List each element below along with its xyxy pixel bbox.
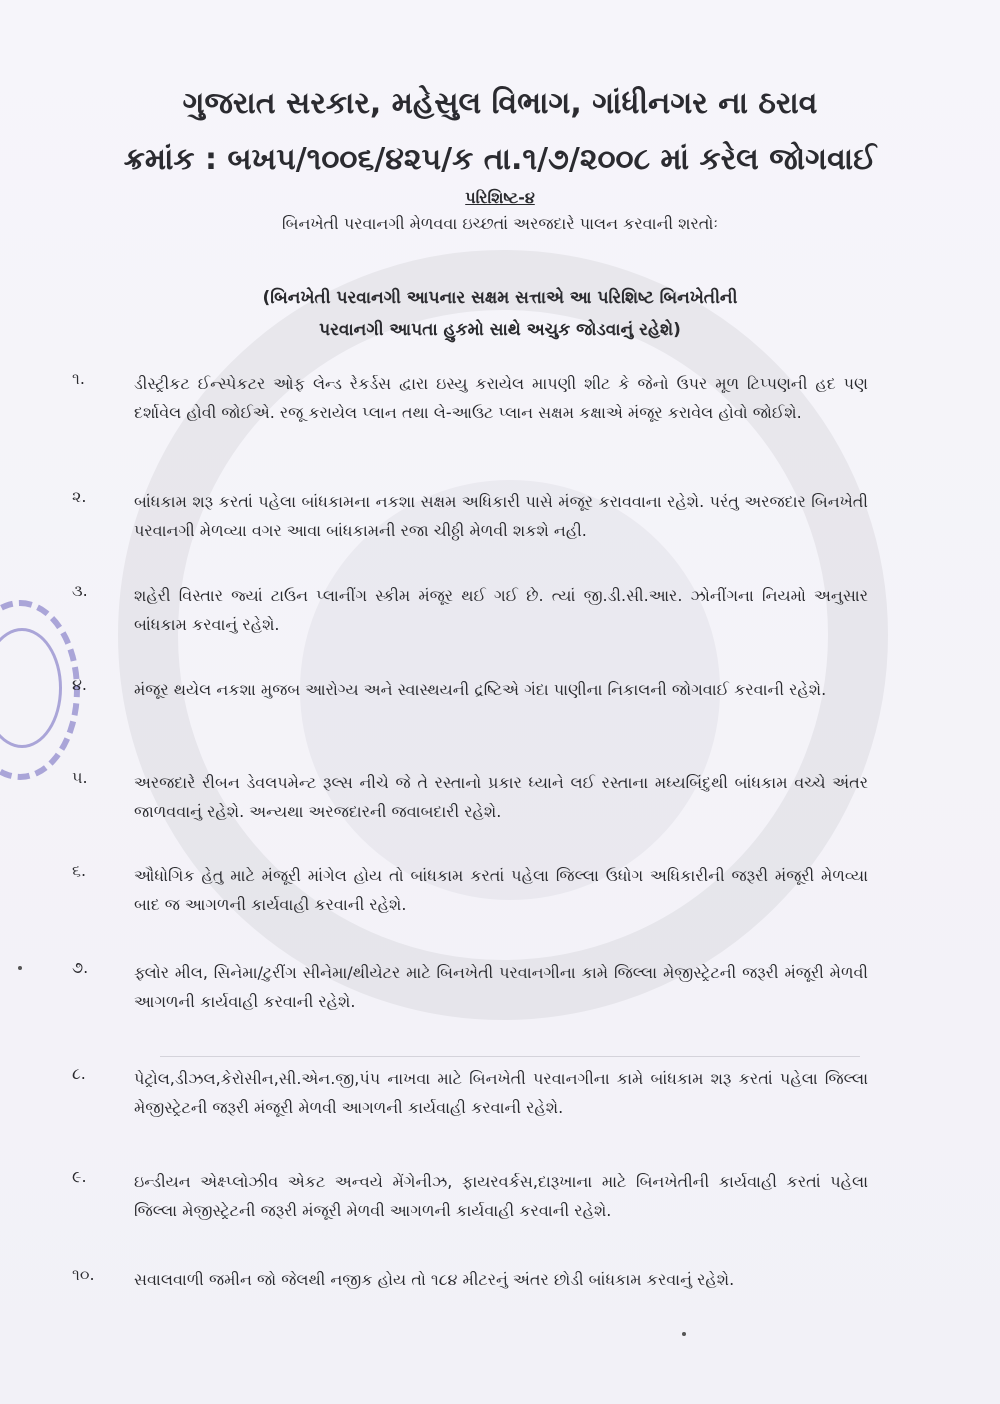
- appendix-label: [0, 188, 1000, 208]
- condition-number: ૩.: [72, 581, 88, 600]
- condition-text: મંજૂર થયેલ નકશા મુજબ આરોગ્ય અને સ્વાસ્થયની દ્રષ્ટિએ ગંદા પાણીના નિકાલની જોગવાઈ કરવાની રહેશે.: [134, 680, 827, 699]
- instruction-note: [180, 282, 820, 346]
- condition-text: બાંધકામ શરૂ કરતાં પહેલા બાંધકામના નકશા સક્ષમ અધિકારી પાસે મંજૂર કરાવવાના રહેશે. પરંતુ અરજદાર બિનખેતી પરવાનગી મેળવ્યા વગર આવા બાંધકામની રજા ચીઠ્ઠી મેળવી શકશે નહી.: [134, 492, 868, 540]
- condition-number: ૪.: [72, 675, 88, 694]
- condition-number: ૯.: [72, 1167, 87, 1186]
- speck-mark: [18, 966, 22, 970]
- condition-text: ડીસ્ટ્રીકટ ઈન્સ્પેકટર ઓફ લેન્ડ રેકર્ડસ દ્વારા ઇસ્યુ કરાયેલ માપણી શીટ કે જેનો ઉપર મૂળ ટિપ્પણની હદ પણ દર્શાવેલ હોવી જોઈએ. રજૂ કરાયેલ પ્લાન તથા લે-આઉટ પ્લાન સક્ષમ કક્ષાએ મંજૂર કરાવેલ હોવો જોઈશે.: [134, 374, 868, 422]
- condition-number: ૬.: [72, 861, 87, 880]
- speck-mark: [682, 1332, 686, 1336]
- condition-number: ૮.: [72, 1064, 86, 1083]
- condition-text: સવાલવાળી જમીન જો જેલથી નજીક હોય તો ૧૮૪ મીટરનું અંતર છોડી બાંધકામ કરવાનું રહેશે.: [134, 1270, 735, 1289]
- condition-text: ફ્લોર મીલ, સિનેમા/ટુરીંગ સીનેમા/થીયેટર માટે બિનખેતી પરવાનગીના કામે જિલ્લા મેજીસ્ટ્રેટની જરૂરી મંજૂરી મેળવી આગળની કાર્યવાહી કરવાની રહેશે.: [134, 963, 868, 1011]
- appendix-text: પરિશિષ્ટ-૪: [465, 188, 535, 207]
- note-line-2: પરવાનગી આપતા હુકમો સાથે અચુક જોડવાનું રહેશે): [319, 320, 681, 340]
- condition-text: અરજદારે રીબન ડેવલપમેન્ટ રૂલ્સ નીચે જે તે રસ્તાનો પ્રકાર ધ્યાને લઈ રસ્તાના મધ્યબિંદુથી બાંધકામ વચ્ચે અંતર જાળવવાનું રહેશે. અન્યથા અરજદારની જવાબદારી રહેશે.: [134, 773, 868, 821]
- condition-number: ૫.: [72, 768, 88, 787]
- condition-text: પેટ્રોલ,ડીઝલ,કેરોસીન,સી.એન.જી,પંપ નાખવા માટે બિનખેતી પરવાનગીના કામે બાંધકામ શરૂ કરતાં પહેલા જિલ્લા મેજીસ્ટ્રેટની જરૂરી મંજૂરી મેળવી આગળની કાર્યવાહી કરવાની રહેશે.: [134, 1069, 868, 1117]
- document-title: ગુજરાત સરકાર, મહેસુલ વિભાગ, ગાંધીનગર ના ઠરાવ: [182, 86, 818, 121]
- resolution-number: ક્રમાંક : બખપ/૧૦૦૬/૪૨૫/ક તા.૧/૭/૨૦૦૮ માં કરેલ જોગવાઈ: [123, 142, 877, 177]
- condition-number: ૧૦.: [72, 1265, 95, 1284]
- condition-text: ઇન્ડીયન એક્ષ્પ્લોઝીવ એકટ અન્વયે મેંગેનીઝ, ફાયરવર્કસ,દારૂખાના માટે બિનખેતીની કાર્યવાહી કરતાં પહેલા જિલ્લા મેજીસ્ટ્રેટની જરૂરી મંજૂરી મેળવી આગળની કાર્યવાહી કરવાની રહેશે.: [134, 1172, 868, 1220]
- condition-number: ૭.: [72, 958, 89, 977]
- condition-text: ઔધોગિક હેતુ માટે મંજૂરી માંગેલ હોય તો બાંધકામ કરતાં પહેલા જિલ્લા ઉધોગ અધિકારીની જરૂરી મંજૂરી મેળવ્યા બાદ જ આગળની કાર્યવાહી કરવાની રહેશે.: [134, 866, 868, 914]
- document-subtitle: બિનખેતી પરવાનગી મેળવવા ઇચ્છતાં અરજદારે પાલન કરવાની શરતોઃ: [282, 214, 718, 233]
- faint-rule-line: [160, 1056, 860, 1057]
- note-line-1: (બિનખેતી પરવાનગી આપનાર સક્ષમ સત્તાએ આ પરિશિષ્ટ બિનખેતીની: [262, 288, 738, 308]
- condition-text: શહેરી વિસ્તાર જ્યાં ટાઉન પ્લાનીંગ સ્કીમ મંજૂર થઈ ગઈ છે. ત્યાં જી.ડી.સી.આર. ઝોનીંગના નિયમો અનુસાર બાંધકામ કરવાનું રહેશે.: [134, 586, 868, 634]
- condition-number: ૨.: [72, 487, 87, 506]
- condition-number: ૧.: [72, 369, 85, 388]
